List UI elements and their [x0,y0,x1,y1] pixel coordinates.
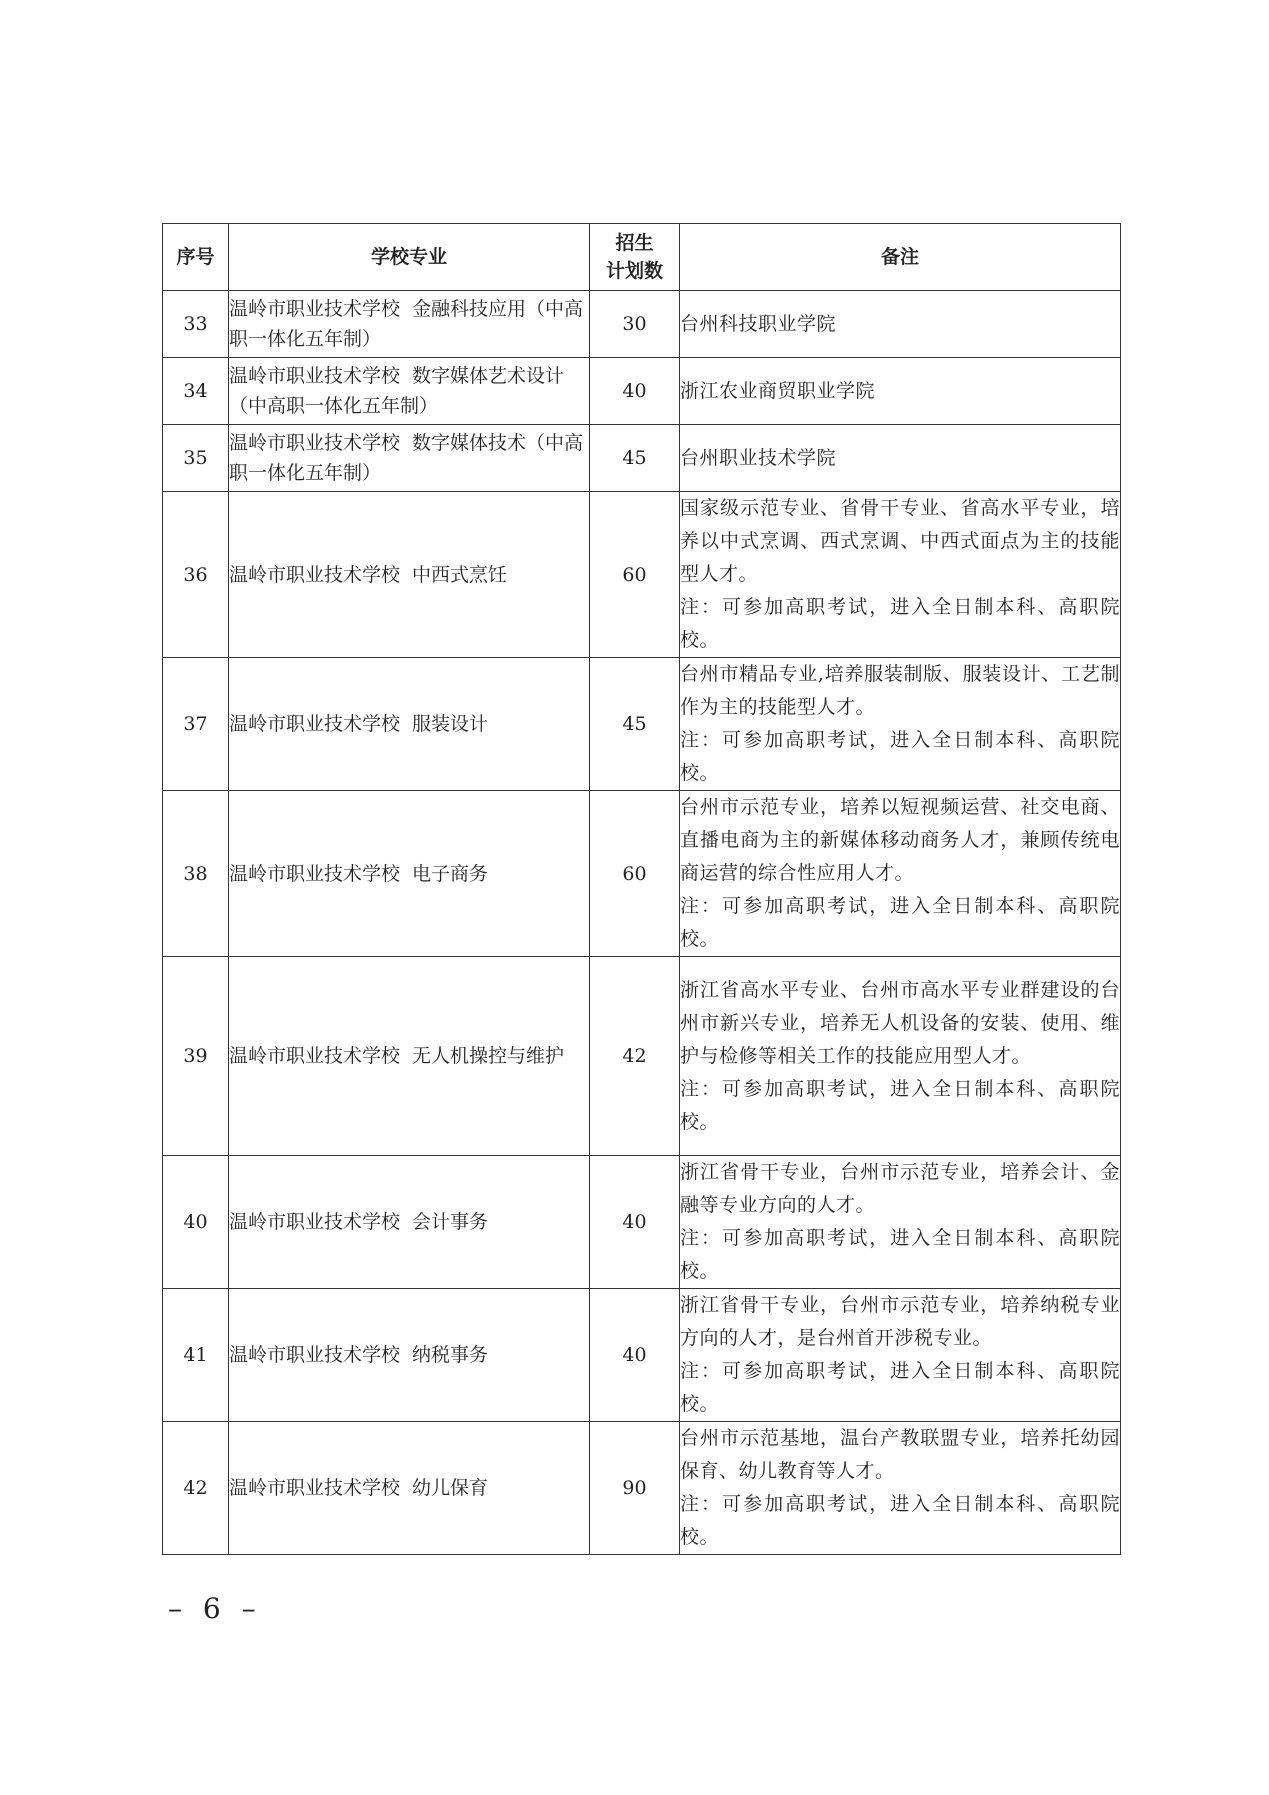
table-row [163,291,1121,358]
row-plan-count: 60 [590,492,680,658]
row-plan-count: 40 [590,1156,680,1289]
major-name: 服装设计 [412,713,489,735]
row-seq: 37 [163,658,229,791]
school-name: 温岭市职业技术学校 [229,1045,401,1067]
row-seq: 34 [163,358,229,425]
row-seq: 35 [163,425,229,492]
school-name: 温岭市职业技术学校 [229,1477,401,1499]
table-row [163,1289,1121,1422]
row-note [680,291,1121,358]
row-school-major [229,1289,590,1422]
table-row [163,1422,1121,1555]
major-name: 中西式烹饪 [412,563,508,586]
header-seq: 序号 [163,224,229,291]
note-remark: 注：可参加高职考试，进入全日制本科、高职院校。 [680,1493,1120,1548]
note-text: 浙江省骨干专业，台州市示范专业，培养纳税专业方向的人才，是台州首开涉税专业。 [680,1294,1120,1349]
row-school-major [229,1422,590,1555]
row-note [680,658,1121,791]
header-school: 学校专业 [229,224,590,291]
row-school-major [229,791,590,957]
school-name: 温岭市职业技术学校 [229,1211,401,1233]
school-name: 温岭市职业技术学校 [229,432,401,454]
major-name: 数字媒体技术（中高职一体化五年制） [229,432,584,484]
note-text: 台州市示范专业，培养以短视频运营、社交电商、直播电商为主的新媒体移动商务人才，兼顾传统电商运营的综合性应用人才。 [680,796,1120,884]
school-name: 温岭市职业技术学校 [229,298,401,320]
note-text: 台州职业技术学院 [680,446,837,469]
table-row [163,791,1121,957]
header-note: 备注 [680,224,1121,291]
row-school-major [229,358,590,425]
row-note [680,1289,1121,1422]
table-header-row [163,224,1121,291]
major-name: 无人机操控与维护 [412,1045,565,1067]
row-note [680,957,1121,1156]
note-text: 国家级示范专业、省骨干专业、省高水平专业，培养以中式烹调、西式烹调、中西式面点为主的技能型人才。 [680,497,1120,585]
row-seq: 39 [163,957,229,1156]
note-text: 浙江农业商贸职业学院 [680,379,876,402]
row-note [680,425,1121,492]
row-school-major [229,291,590,358]
note-remark: 注：可参加高职考试，进入全日制本科、高职院校。 [680,596,1120,651]
row-seq: 36 [163,492,229,658]
page-number: – 6 – [168,1592,262,1625]
row-note [680,791,1121,957]
note-remark: 注：可参加高职考试，进入全日制本科、高职院校。 [680,895,1120,950]
note-remark: 注：可参加高职考试，进入全日制本科、高职院校。 [680,729,1120,784]
header-plan-line2: 计划数 [605,260,663,282]
note-text: 台州市示范基地，温台产教联盟专业，培养托幼园保育、幼儿教育等人才。 [680,1427,1120,1482]
table-row [163,658,1121,791]
row-seq: 33 [163,291,229,358]
row-note [680,358,1121,425]
row-plan-count: 30 [590,291,680,358]
major-name: 金融科技应用（中高职一体化五年制） [229,298,584,350]
major-name: 电子商务 [412,862,489,885]
note-text: 浙江省高水平专业、台州市高水平专业群建设的台州市新兴专业，培养无人机设备的安装、使用、维护与检修等相关工作的技能应用型人才。 [680,978,1120,1067]
row-seq: 38 [163,791,229,957]
note-text: 台州科技职业学院 [680,312,837,335]
header-plan-line1: 招生 [615,232,654,254]
row-note [680,1156,1121,1289]
table-row [163,957,1121,1156]
note-text: 浙江省骨干专业，台州市示范专业，培养会计、金融等专业方向的人才。 [680,1161,1120,1216]
row-seq: 42 [163,1422,229,1555]
table-row [163,425,1121,492]
row-note [680,492,1121,658]
major-name: 纳税事务 [412,1344,489,1366]
row-school-major [229,492,590,658]
row-plan-count: 40 [590,1289,680,1422]
row-plan-count: 60 [590,791,680,957]
school-name: 温岭市职业技术学校 [229,713,401,735]
row-plan-count: 42 [590,957,680,1156]
major-name: 会计事务 [412,1211,489,1233]
table-row [163,1156,1121,1289]
row-school-major [229,957,590,1156]
row-school-major [229,1156,590,1289]
note-remark: 注：可参加高职考试，进入全日制本科、高职院校。 [680,1077,1120,1133]
table-row [163,358,1121,425]
row-plan-count: 45 [590,658,680,791]
row-plan-count: 90 [590,1422,680,1555]
enrollment-table [162,223,1121,1555]
note-remark: 注：可参加高职考试，进入全日制本科、高职院校。 [680,1227,1120,1282]
row-school-major [229,425,590,492]
note-text: 台州市精品专业,培养服装制版、服装设计、工艺制作为主的技能型人才。 [680,663,1120,718]
header-plan [590,224,680,291]
note-remark: 注：可参加高职考试，进入全日制本科、高职院校。 [680,1360,1120,1415]
row-seq: 41 [163,1289,229,1422]
school-name: 温岭市职业技术学校 [229,365,401,387]
major-name: 数字媒体艺术设计（中高职一体化五年制） [229,365,565,417]
school-name: 温岭市职业技术学校 [229,563,401,586]
row-plan-count: 40 [590,358,680,425]
school-name: 温岭市职业技术学校 [229,862,401,885]
major-name: 幼儿保育 [412,1477,489,1499]
row-note [680,1422,1121,1555]
row-seq: 40 [163,1156,229,1289]
row-school-major [229,658,590,791]
table-row [163,492,1121,658]
school-name: 温岭市职业技术学校 [229,1344,401,1366]
row-plan-count: 45 [590,425,680,492]
